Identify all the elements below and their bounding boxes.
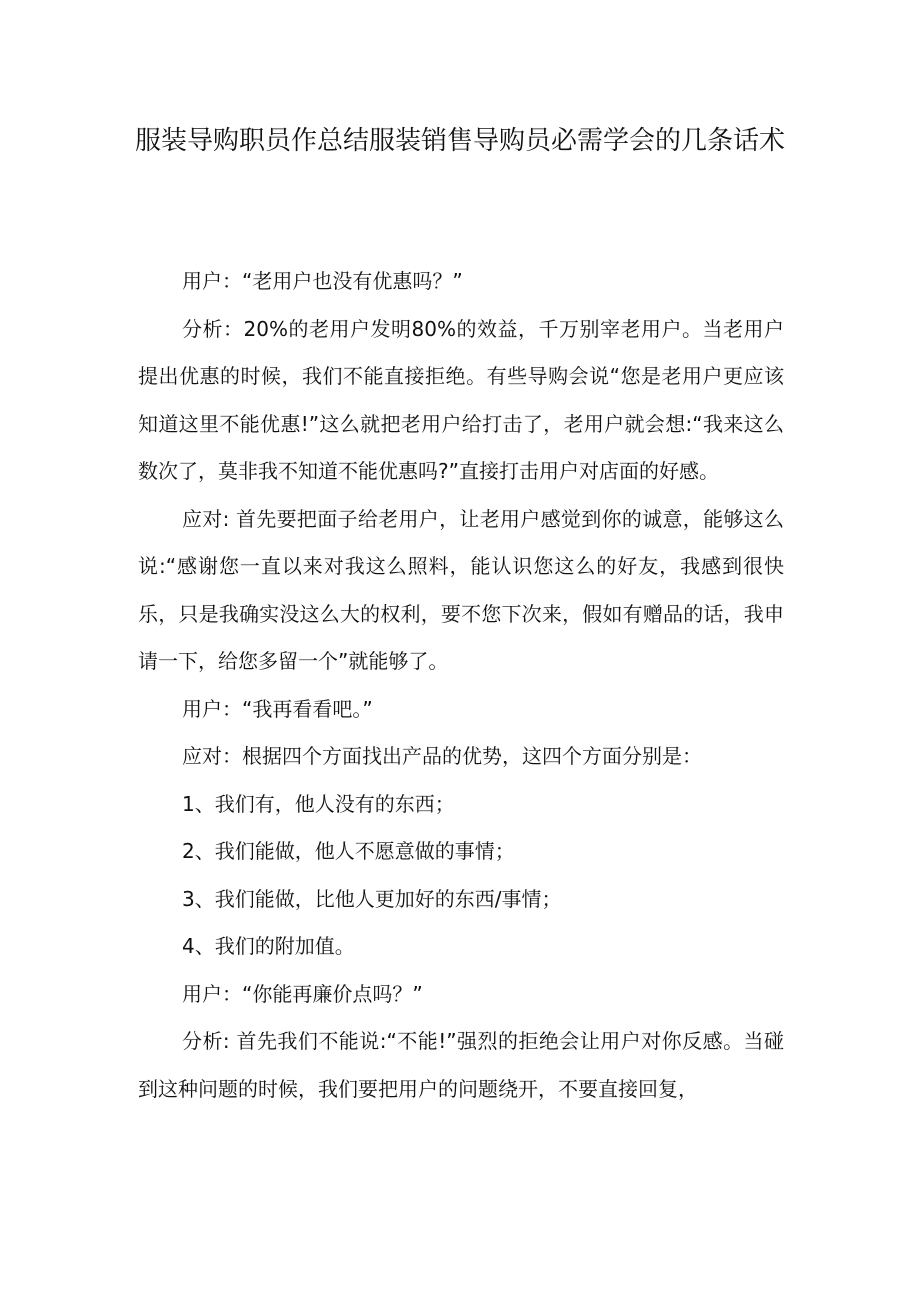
list-item-4: 4、我们的附加值。 (182, 934, 355, 958)
list-item-3: 3、我们能做，比他人更加好的东西/事情； (182, 886, 562, 911)
paragraph-customer-question-2: 用户：“我再看看吧。” (182, 696, 373, 721)
paragraph-response-2: 应对：根据四个方面找出产品的优势，这四个方面分别是： (182, 744, 702, 768)
document-body (138, 258, 784, 1113)
paragraph-analysis-1: 分析：20%的老用户发明80%的效益，千万别宰老用户。当老用户提出优惠的时候，我们不能直接拒绝。有些导购会说“您是老用户更应该知道这里不能优惠!”这么就把老用户给打击了，老用户就会想:“我来这么数次了，莫非我不知道不能优惠吗?”直接打击用户对店面的好感。 (138, 316, 784, 483)
paragraph-analysis-2: 分析: 首先我们不能说:“不能!”强烈的拒绝会让用户对你反感。当碰到这种问题的时候，我们要把用户的问题绕开，不要直接回复， (138, 1029, 784, 1101)
paragraph-response-1: 应对: 首先要把面子给老用户，让老用户感觉到你的诚意，能够这么说:“感谢您一直以来对我这么照料，能认识您这么的好友，我感到很快乐，只是我确实没这么大的权利，要不您下次来，假如有赠品的话，我申请一下，给您多留一个”就能够了。 (138, 506, 784, 673)
list-item-1: 1、我们有，他人没有的东西； (182, 791, 455, 816)
paragraph-customer-question-1: 用户：“老用户也没有优惠吗？” (182, 269, 463, 293)
list-item-2: 2、我们能做，他人不愿意做的事情； (182, 839, 515, 863)
paragraph-customer-question-3: 用户：“你能再廉价点吗？” (182, 981, 423, 1006)
page-title: 服装导购职员作总结服装销售导购员必需学会的几条话术 (134, 126, 785, 156)
